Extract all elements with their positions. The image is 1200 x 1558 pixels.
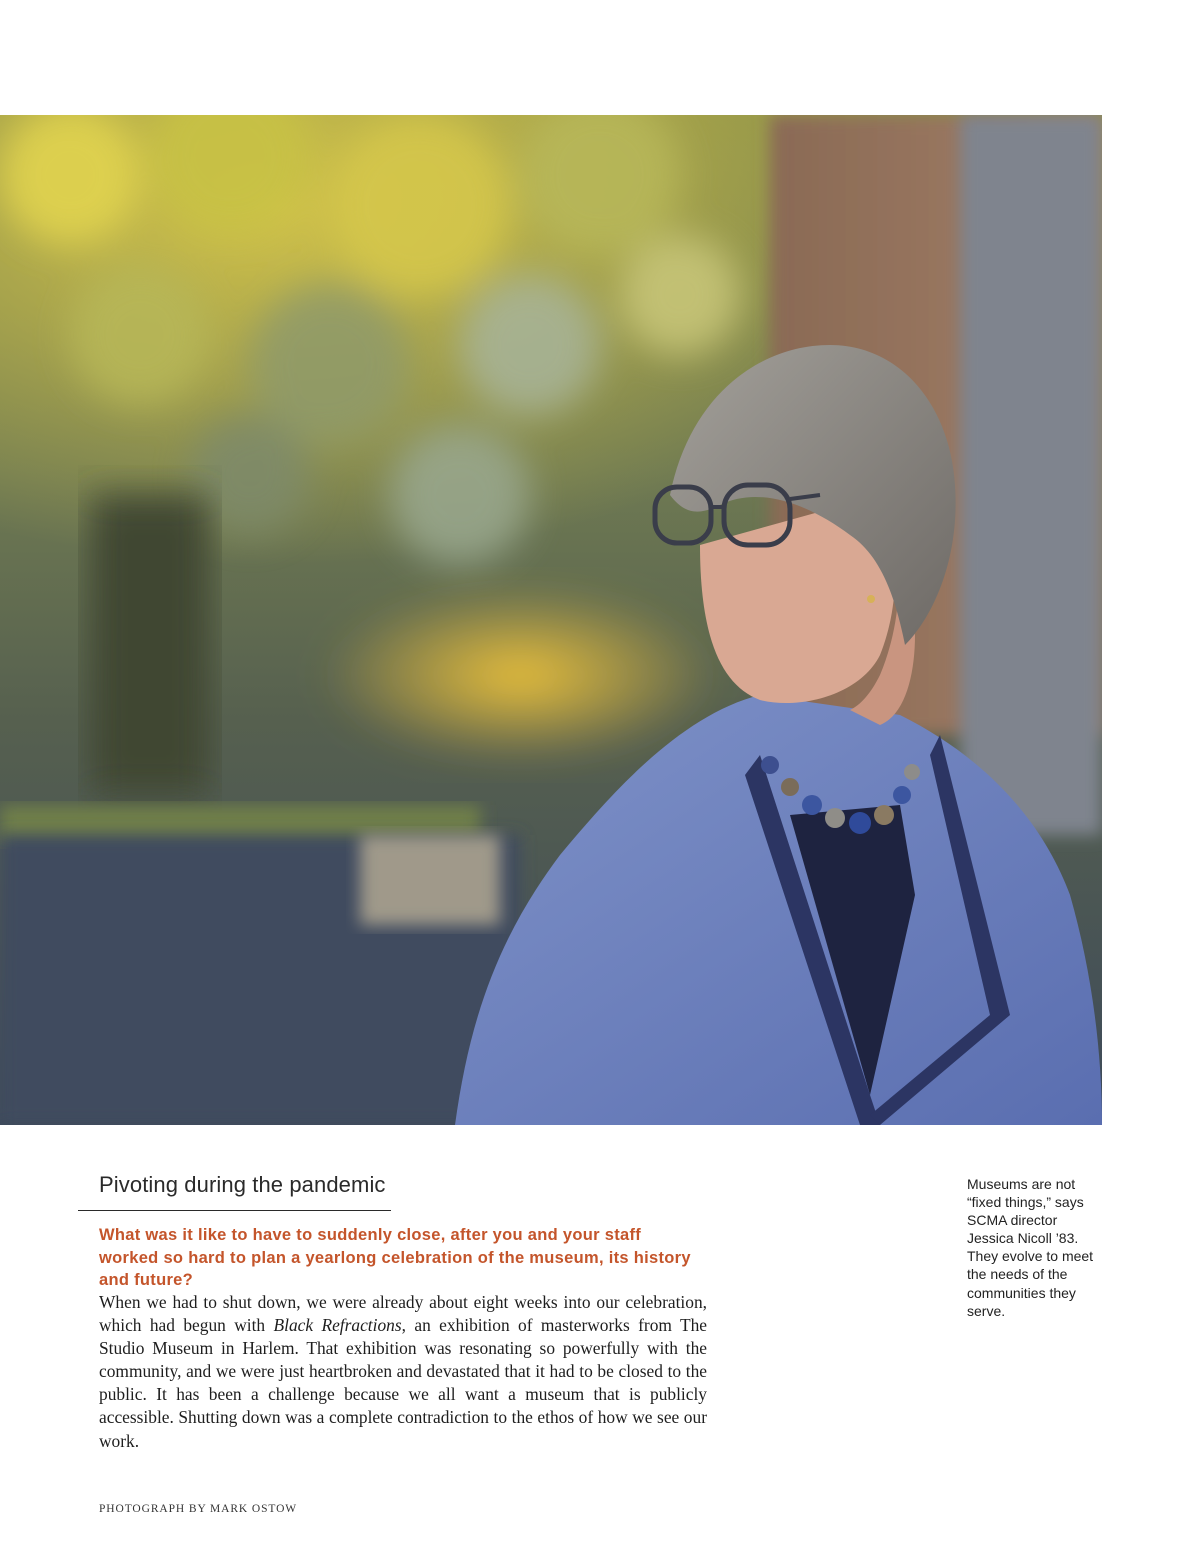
photo-credit: PHOTOGRAPH BY MARK OSTOW bbox=[99, 1503, 298, 1515]
answer-text-start: When we had to shut down, we were already about eight weeks into our celebration, which had begun with bbox=[99, 1292, 707, 1336]
interview-answer bbox=[99, 1291, 707, 1453]
answer-text-end: , an exhibition of masterworks from The Studio Museum in Harlem. That exhibition was resonating so powerfully with the community, and we were just heartbroken and devastated that it had to be closed to the public. It has been a challenge because we all want a museum that is publicly accessible. Shutting down was a complete contradiction to the ethos of how we see our work. bbox=[99, 1315, 707, 1451]
portrait-photograph bbox=[0, 115, 1102, 1125]
section-title: Pivoting during the pandemic bbox=[99, 1172, 386, 1197]
title-divider bbox=[78, 1210, 391, 1211]
exhibition-title: Black Refractions bbox=[273, 1315, 402, 1336]
photo-caption: Museums are not “fixed things,” says SCMA director Jessica Nicoll ’83. They evolve to meet the needs of the communities they serve. bbox=[967, 1176, 1094, 1319]
interview-question: What was it like to have to suddenly close, after you and your staff worked so hard to plan a yearlong celebration of the museum, its history and future? bbox=[99, 1226, 691, 1289]
